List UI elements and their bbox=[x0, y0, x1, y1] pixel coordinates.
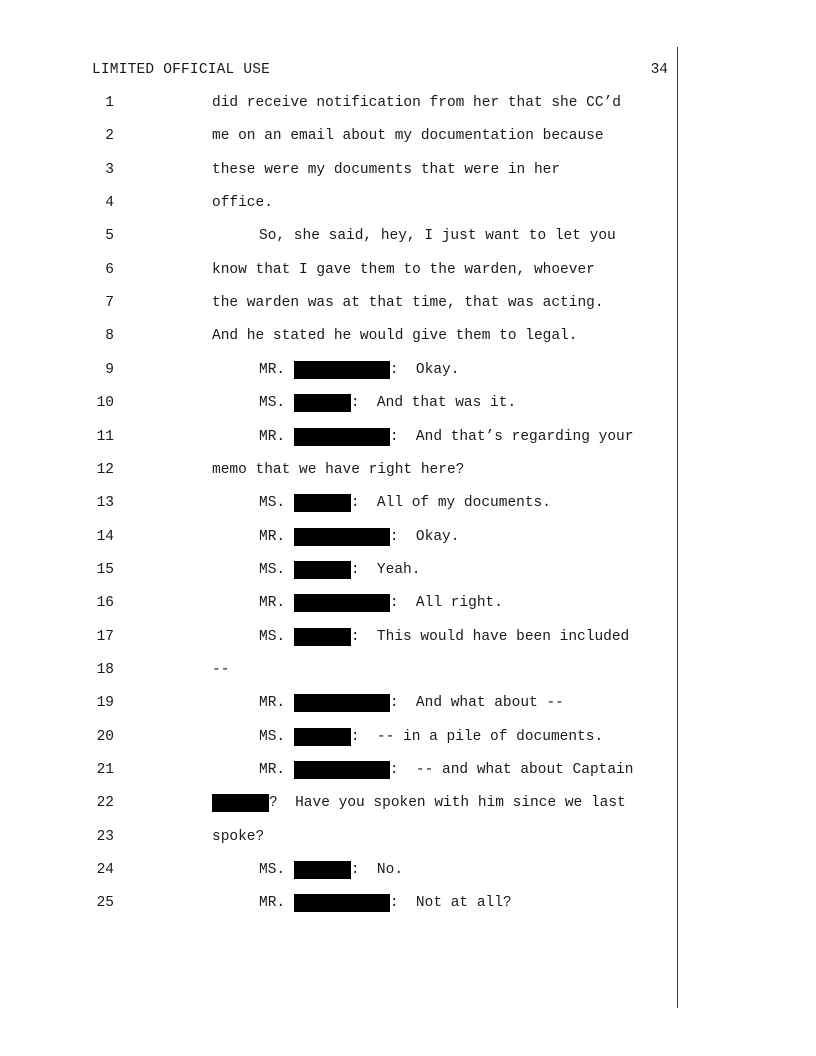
transcript-line bbox=[0, 829, 816, 849]
transcript-line bbox=[0, 762, 816, 782]
line-text bbox=[212, 195, 273, 211]
line-text bbox=[259, 595, 503, 612]
redaction-box bbox=[294, 861, 351, 879]
line-text-segment: : All right. bbox=[389, 595, 503, 611]
line-text-segment: : Okay. bbox=[389, 529, 460, 545]
line-text-segment: : And that’s regarding your bbox=[389, 429, 634, 445]
line-text-segment: : All of my documents. bbox=[350, 495, 551, 511]
line-text bbox=[259, 629, 629, 646]
transcript-line bbox=[0, 462, 816, 482]
line-text bbox=[259, 895, 512, 912]
transcript-line bbox=[0, 262, 816, 282]
transcript-line bbox=[0, 695, 816, 715]
line-text bbox=[212, 462, 464, 478]
line-number: 8 bbox=[105, 328, 114, 344]
line-text bbox=[259, 562, 420, 579]
redaction-box bbox=[294, 594, 390, 612]
line-number: 7 bbox=[105, 295, 114, 311]
line-text bbox=[212, 262, 595, 278]
transcript-line bbox=[0, 162, 816, 182]
line-number: 16 bbox=[96, 595, 114, 611]
line-number: 15 bbox=[96, 562, 114, 578]
transcript-line bbox=[0, 495, 816, 515]
line-number: 3 bbox=[105, 162, 114, 178]
line-text-segment: me on an email about my documentation because bbox=[212, 128, 604, 144]
line-text-segment: And he stated he would give them to legal. bbox=[212, 328, 578, 344]
line-text-segment: MR. bbox=[259, 595, 294, 611]
line-text-segment: MR. bbox=[259, 895, 294, 911]
line-text-segment: : This would have been included bbox=[350, 629, 630, 645]
redaction-box bbox=[294, 428, 390, 446]
line-text bbox=[259, 495, 551, 512]
transcript-line bbox=[0, 662, 816, 682]
transcript-line bbox=[0, 228, 816, 248]
redaction-box bbox=[294, 894, 390, 912]
line-text-segment: MS. bbox=[259, 629, 294, 645]
line-text bbox=[212, 662, 229, 678]
line-text bbox=[259, 729, 603, 746]
line-text bbox=[212, 128, 604, 144]
transcript-line bbox=[0, 95, 816, 115]
line-text-segment: these were my documents that were in her bbox=[212, 162, 561, 178]
redaction-box bbox=[294, 728, 351, 746]
redaction-box bbox=[294, 394, 351, 412]
line-text-segment: -- bbox=[212, 662, 230, 678]
transcript-line bbox=[0, 295, 816, 315]
transcript-line bbox=[0, 128, 816, 148]
line-text bbox=[259, 228, 616, 244]
transcript-line bbox=[0, 362, 816, 382]
line-text-segment: : Not at all? bbox=[389, 895, 512, 911]
line-text bbox=[259, 695, 564, 712]
line-text-segment: MR. bbox=[259, 695, 294, 711]
line-text-segment: know that I gave them to the warden, whoever bbox=[212, 262, 595, 278]
redaction-box bbox=[294, 761, 390, 779]
line-text-segment: : And that was it. bbox=[350, 395, 517, 411]
transcript-line bbox=[0, 795, 816, 815]
line-text-segment: : No. bbox=[350, 862, 404, 878]
redaction-box bbox=[212, 794, 269, 812]
line-text-segment: MS. bbox=[259, 562, 294, 578]
line-text bbox=[259, 762, 633, 779]
line-number: 19 bbox=[96, 695, 114, 711]
line-text-segment: MS. bbox=[259, 395, 294, 411]
redaction-box bbox=[294, 628, 351, 646]
redaction-box bbox=[294, 694, 390, 712]
line-text-segment: : Yeah. bbox=[350, 562, 421, 578]
line-text bbox=[212, 328, 577, 344]
line-text-segment: MR. bbox=[259, 529, 294, 545]
line-number: 20 bbox=[96, 729, 114, 745]
transcript-line bbox=[0, 862, 816, 882]
line-text-segment: MR. bbox=[259, 762, 294, 778]
line-text-segment: : -- and what about Captain bbox=[389, 762, 634, 778]
line-text-segment: the warden was at that time, that was acting. bbox=[212, 295, 604, 311]
line-number: 21 bbox=[96, 762, 114, 778]
transcript-line bbox=[0, 328, 816, 348]
line-number: 13 bbox=[96, 495, 114, 511]
line-text-segment: : Okay. bbox=[389, 362, 460, 378]
line-number: 23 bbox=[96, 829, 114, 845]
transcript-line bbox=[0, 629, 816, 649]
line-number: 12 bbox=[96, 462, 114, 478]
line-number: 1 bbox=[105, 95, 114, 111]
line-number: 11 bbox=[96, 429, 114, 445]
line-text-segment: : And what about -- bbox=[389, 695, 564, 711]
line-text bbox=[259, 529, 459, 546]
line-number: 22 bbox=[96, 795, 114, 811]
line-text-segment: MS. bbox=[259, 729, 294, 745]
transcript-line bbox=[0, 529, 816, 549]
line-text bbox=[259, 862, 403, 879]
line-text-segment: So, she said, hey, I just want to let you bbox=[259, 228, 616, 244]
line-text-segment: memo that we have right here? bbox=[212, 462, 465, 478]
page-number: 34 bbox=[650, 62, 668, 78]
redaction-box bbox=[294, 361, 390, 379]
transcript-line bbox=[0, 562, 816, 582]
line-text bbox=[212, 829, 264, 845]
line-number: 17 bbox=[96, 629, 114, 645]
transcript-line bbox=[0, 195, 816, 215]
line-number: 10 bbox=[96, 395, 114, 411]
line-text-segment: ? Have you spoken with him since we last bbox=[269, 795, 626, 811]
line-text-segment: : -- in a pile of documents. bbox=[350, 729, 604, 745]
header-classification: LIMITED OFFICIAL USE bbox=[92, 62, 271, 78]
line-text-segment: MS. bbox=[259, 862, 294, 878]
line-text bbox=[259, 395, 516, 412]
line-text bbox=[259, 362, 459, 379]
line-text bbox=[212, 95, 621, 111]
line-text-segment: MR. bbox=[259, 362, 294, 378]
line-number: 18 bbox=[96, 662, 114, 678]
line-number: 14 bbox=[96, 529, 114, 545]
transcript-line bbox=[0, 395, 816, 415]
redaction-box bbox=[294, 528, 390, 546]
transcript-line bbox=[0, 895, 816, 915]
line-text-segment: MR. bbox=[259, 429, 294, 445]
line-text bbox=[259, 429, 633, 446]
line-text-segment: did receive notification from her that she CC’d bbox=[212, 95, 621, 111]
line-text bbox=[212, 162, 560, 178]
line-number: 9 bbox=[105, 362, 114, 378]
transcript-line bbox=[0, 429, 816, 449]
line-number: 25 bbox=[96, 895, 114, 911]
transcript-line bbox=[0, 595, 816, 615]
line-text-segment: spoke? bbox=[212, 829, 265, 845]
line-number: 6 bbox=[105, 262, 114, 278]
line-number: 2 bbox=[105, 128, 114, 144]
transcript-line bbox=[0, 729, 816, 749]
redaction-box bbox=[294, 561, 351, 579]
redaction-box bbox=[294, 494, 351, 512]
line-text bbox=[212, 795, 626, 812]
line-text-segment: office. bbox=[212, 195, 273, 211]
line-text-segment: MS. bbox=[259, 495, 294, 511]
line-number: 4 bbox=[105, 195, 114, 211]
line-number: 5 bbox=[105, 228, 114, 244]
line-number: 24 bbox=[96, 862, 114, 878]
line-text bbox=[212, 295, 604, 311]
